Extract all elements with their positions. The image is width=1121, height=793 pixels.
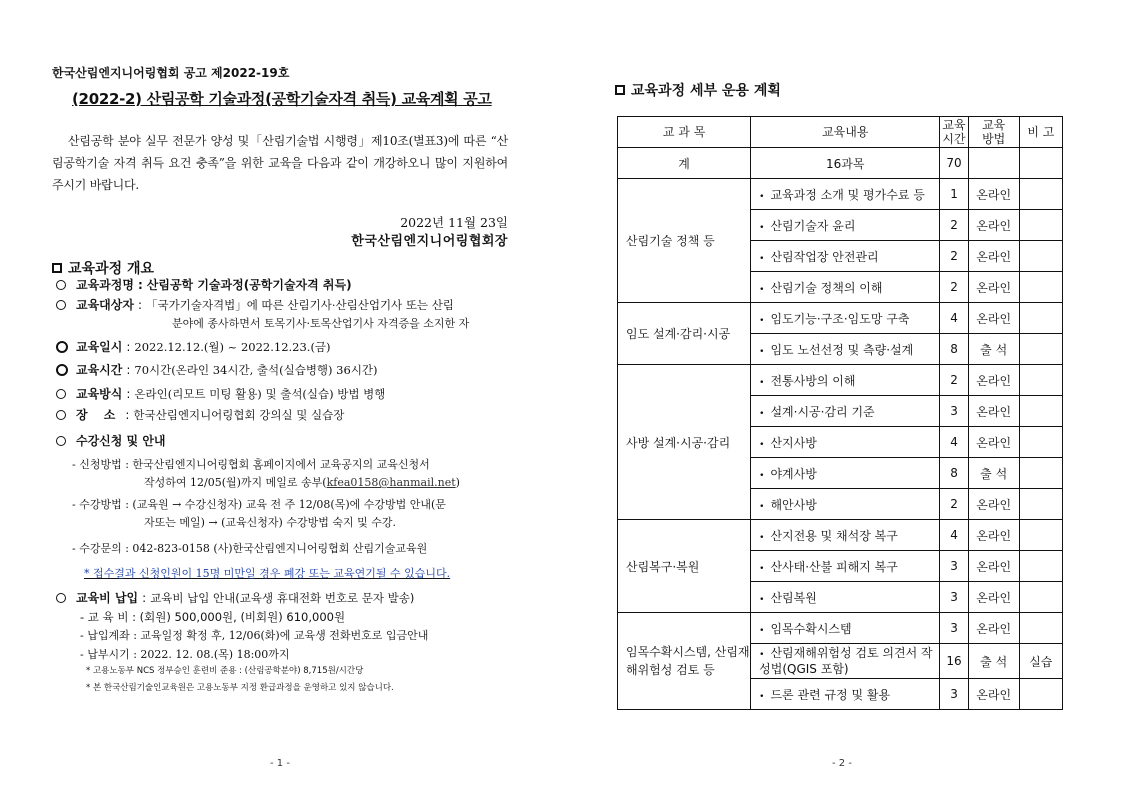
- announcement-title: (2022-2) 산림공학 기술과정(공학기술자격 취득) 교육계획 공고: [72, 90, 492, 108]
- subject-cell: 임목수확시스템, 산림재해위험성 검토 등: [618, 613, 751, 710]
- item-key: 교육시간: [76, 363, 123, 377]
- table-header-row: [618, 117, 1063, 148]
- registration-heading: [56, 432, 516, 451]
- plan-heading-label: 교육과정 세부 운용 계획: [631, 83, 781, 99]
- circle-bullet-icon: [56, 341, 68, 353]
- total-hours: 70: [940, 148, 968, 179]
- item-value: 한국산림엔지니어링협회 강의실 및 실습장: [133, 408, 345, 422]
- table-row: 산림기술 정책 등 • 교육과정 소개 및 평가수료 등 1 온라인: [618, 179, 1063, 210]
- table-total-row: [618, 148, 1063, 179]
- table-row: • 산림기술 정책의 이해 2 온라인: [618, 272, 1063, 303]
- table-row: 임목수확시스템, 산림재해위험성 검토 등 • 임목수확시스템 3 온라인: [618, 613, 1063, 644]
- circle-bullet-icon: [56, 280, 66, 290]
- overview-heading: [52, 258, 154, 278]
- plan-heading: [615, 80, 781, 100]
- email-link[interactable]: kfea0158@hanmail.net: [326, 476, 456, 489]
- item-key: 교육과정명: [76, 278, 134, 292]
- circle-bullet-icon: [56, 436, 66, 446]
- item-key: 교육대상자: [76, 298, 134, 312]
- subject-cell: 임도 설계·감리·시공: [618, 303, 751, 365]
- page-2: [560, 0, 1121, 793]
- item-hours: 교육시간 : 70시간(온라인 34시간, 출석(실습병행) 36시간): [56, 361, 516, 381]
- item-course-name: 교육과정명 : 산림공학 기술과정(공학기술자격 취득): [56, 276, 516, 295]
- item-value: 70시간(온라인 34시간, 출석(실습병행) 36시간): [134, 363, 378, 377]
- item-date: 교육일시 : 2022.12.12.(월) ~ 2022.12.23.(금): [56, 338, 516, 358]
- item-value: 산림공학 기술과정(공학기술자격 취득): [146, 278, 352, 292]
- item-target-cont: 분야에 종사하면서 토목기사·토목산업기사 자격증을 소지한 자: [172, 317, 470, 330]
- curriculum-table: [617, 116, 1063, 710]
- intro-paragraph: 산림공학 분야 실무 전문가 양성 및「산림기술법 시행령」제10조(별표3)에 따른 “산림공학기술 자격 취득 요건 충족”을 위한 교육을 다음과 같이 개강하오니 많이 지원하여 주시기 바랍니다.: [52, 134, 508, 192]
- item-value: 「국가기술자격법」에 따른 산림기사·산림산업기사 또는 산림: [146, 298, 454, 312]
- item-value: 2022.12.12.(월) ~ 2022.12.23.(금): [134, 340, 331, 354]
- subject-cell: 사방 설계·시공·감리: [618, 365, 751, 520]
- table-row: • 산림작업장 안전관리 2 온라인: [618, 241, 1063, 272]
- total-label: 계: [618, 148, 751, 179]
- col-hours: 교육 시간: [940, 117, 968, 148]
- fee-account: - 납입계좌 : 교육일정 확정 후, 12/06(화)에 교육생 전화번호로 입금안내: [80, 629, 429, 642]
- table-row: • 해안사방 2 온라인: [618, 489, 1063, 520]
- item-fee: 교육비 납입 : 교육비 납입 안내(교육생 휴대전화 번호로 문자 발송): [56, 589, 516, 608]
- registration-heading-label: 수강신청 및 안내: [76, 434, 166, 448]
- col-note: 비 고: [1019, 117, 1062, 148]
- total-content: 16과목: [751, 148, 940, 179]
- issuing-organization: 한국산림엔지니어링협회장: [351, 234, 508, 249]
- fee-note-2: * 본 한국산림기술인교육원은 고용노동부 지정 환급과정을 운영하고 있지 않습니다.: [86, 683, 394, 693]
- overview-heading-label: 교육과정 개요: [68, 261, 155, 277]
- item-key: 장 소: [76, 408, 122, 422]
- table-row: • 드론 관련 규정 및 활용 3 온라인: [618, 679, 1063, 710]
- item-key: 교육일시: [76, 340, 123, 354]
- registration-method: - 신청방법 : 한국산림엔지니어링협회 홈페이지에서 교육공지의 교육신청서 작성하여 12/05(월)까지 메일로 송부(kfea0158@hanmail.net): [72, 458, 460, 489]
- fee-note-1: * 고용노동부 NCS 정부승인 훈련비 준용 : (산림공학분야) 8,715원/시간당: [86, 666, 364, 676]
- circle-bullet-icon: [56, 593, 66, 603]
- item-target: 교육대상자 : 「국가기술자격법」에 따른 산림기사·산림산업기사 또는 산림: [56, 296, 516, 315]
- page-number: - 1 -: [270, 758, 290, 769]
- checkbox-square-icon: [52, 263, 62, 273]
- table-row: 산림복구·복원 • 산지전용 및 채석장 복구 4 온라인: [618, 520, 1063, 551]
- table-row: • 산림복원 3 온라인: [618, 582, 1063, 613]
- announcement-date: 2022년 11월 23일: [400, 215, 508, 230]
- item-value: 온라인(리모트 미팅 활용) 및 출석(실습) 방법 병행: [134, 387, 386, 401]
- registration-course-method: - 수강방법 : (교육원 → 수강신청자) 교육 전 주 12/08(목)에 수강방법 안내(문 자또는 메일) → (교육신청자) 수강방법 숙지 및 수강.: [72, 498, 446, 529]
- table-row: • 야계사방 8 출 석: [618, 458, 1063, 489]
- subject-cell: 산림복구·복원: [618, 520, 751, 613]
- item-value: 교육비 납입 안내(교육생 휴대전화 번호로 문자 발송): [150, 591, 415, 605]
- table-row: • 산림재해위험성 검토 의견서 작성법(QGIS 포함) 16 출 석 실습: [618, 644, 1063, 679]
- circle-bullet-icon: [56, 364, 68, 376]
- item-key: 교육비 납입: [76, 591, 139, 605]
- item-location: 장 소 : 한국산림엔지니어링협회 강의실 및 실습장: [56, 406, 516, 425]
- table-row: • 산사태·산불 피해지 복구 3 온라인: [618, 551, 1063, 582]
- checkbox-square-icon: [615, 85, 625, 95]
- fee-deadline: - 납부시기 : 2022. 12. 08.(목) 18:00까지: [80, 648, 290, 661]
- registration-warning: * 접수결과 신청인원이 15명 미만일 경우 폐강 또는 교육연기될 수 있습니다.: [84, 567, 451, 580]
- item-method: 교육방식 : 온라인(리모트 미팅 활용) 및 출석(실습) 방법 병행: [56, 385, 516, 404]
- circle-bullet-icon: [56, 410, 66, 420]
- registration-inquiry: - 수강문의 : 042-823-0158 (사)한국산림엔지니어링협회 산림기술교육원: [72, 542, 428, 555]
- col-content: 교육내용: [751, 117, 940, 148]
- item-key: 교육방식: [76, 387, 123, 401]
- notice-number: 한국산림엔지니어링협회 공고 제2022-19호: [52, 66, 290, 80]
- table-row: • 설계·시공·감리 기준 3 온라인: [618, 396, 1063, 427]
- page-1: [0, 0, 560, 793]
- fee-amount: - 교 육 비 : (회원) 500,000원, (비회원) 610,000원: [80, 610, 346, 624]
- table-row: 임도 설계·감리·시공 • 임도기능·구조·임도망 구축 4 온라인: [618, 303, 1063, 334]
- col-subject: 교 과 목: [618, 117, 751, 148]
- page-number: - 2 -: [832, 758, 852, 769]
- circle-bullet-icon: [56, 300, 66, 310]
- circle-bullet-icon: [56, 389, 66, 399]
- col-method: 교육 방법: [968, 117, 1019, 148]
- table-row: • 임도 노선선정 및 측량·설계 8 출 석: [618, 334, 1063, 365]
- table-row: • 산림기술자 윤리 2 온라인: [618, 210, 1063, 241]
- subject-cell: 산림기술 정책 등: [618, 179, 751, 303]
- table-row: • 산지사방 4 온라인: [618, 427, 1063, 458]
- table-row: 사방 설계·시공·감리 • 전통사방의 이해 2 온라인: [618, 365, 1063, 396]
